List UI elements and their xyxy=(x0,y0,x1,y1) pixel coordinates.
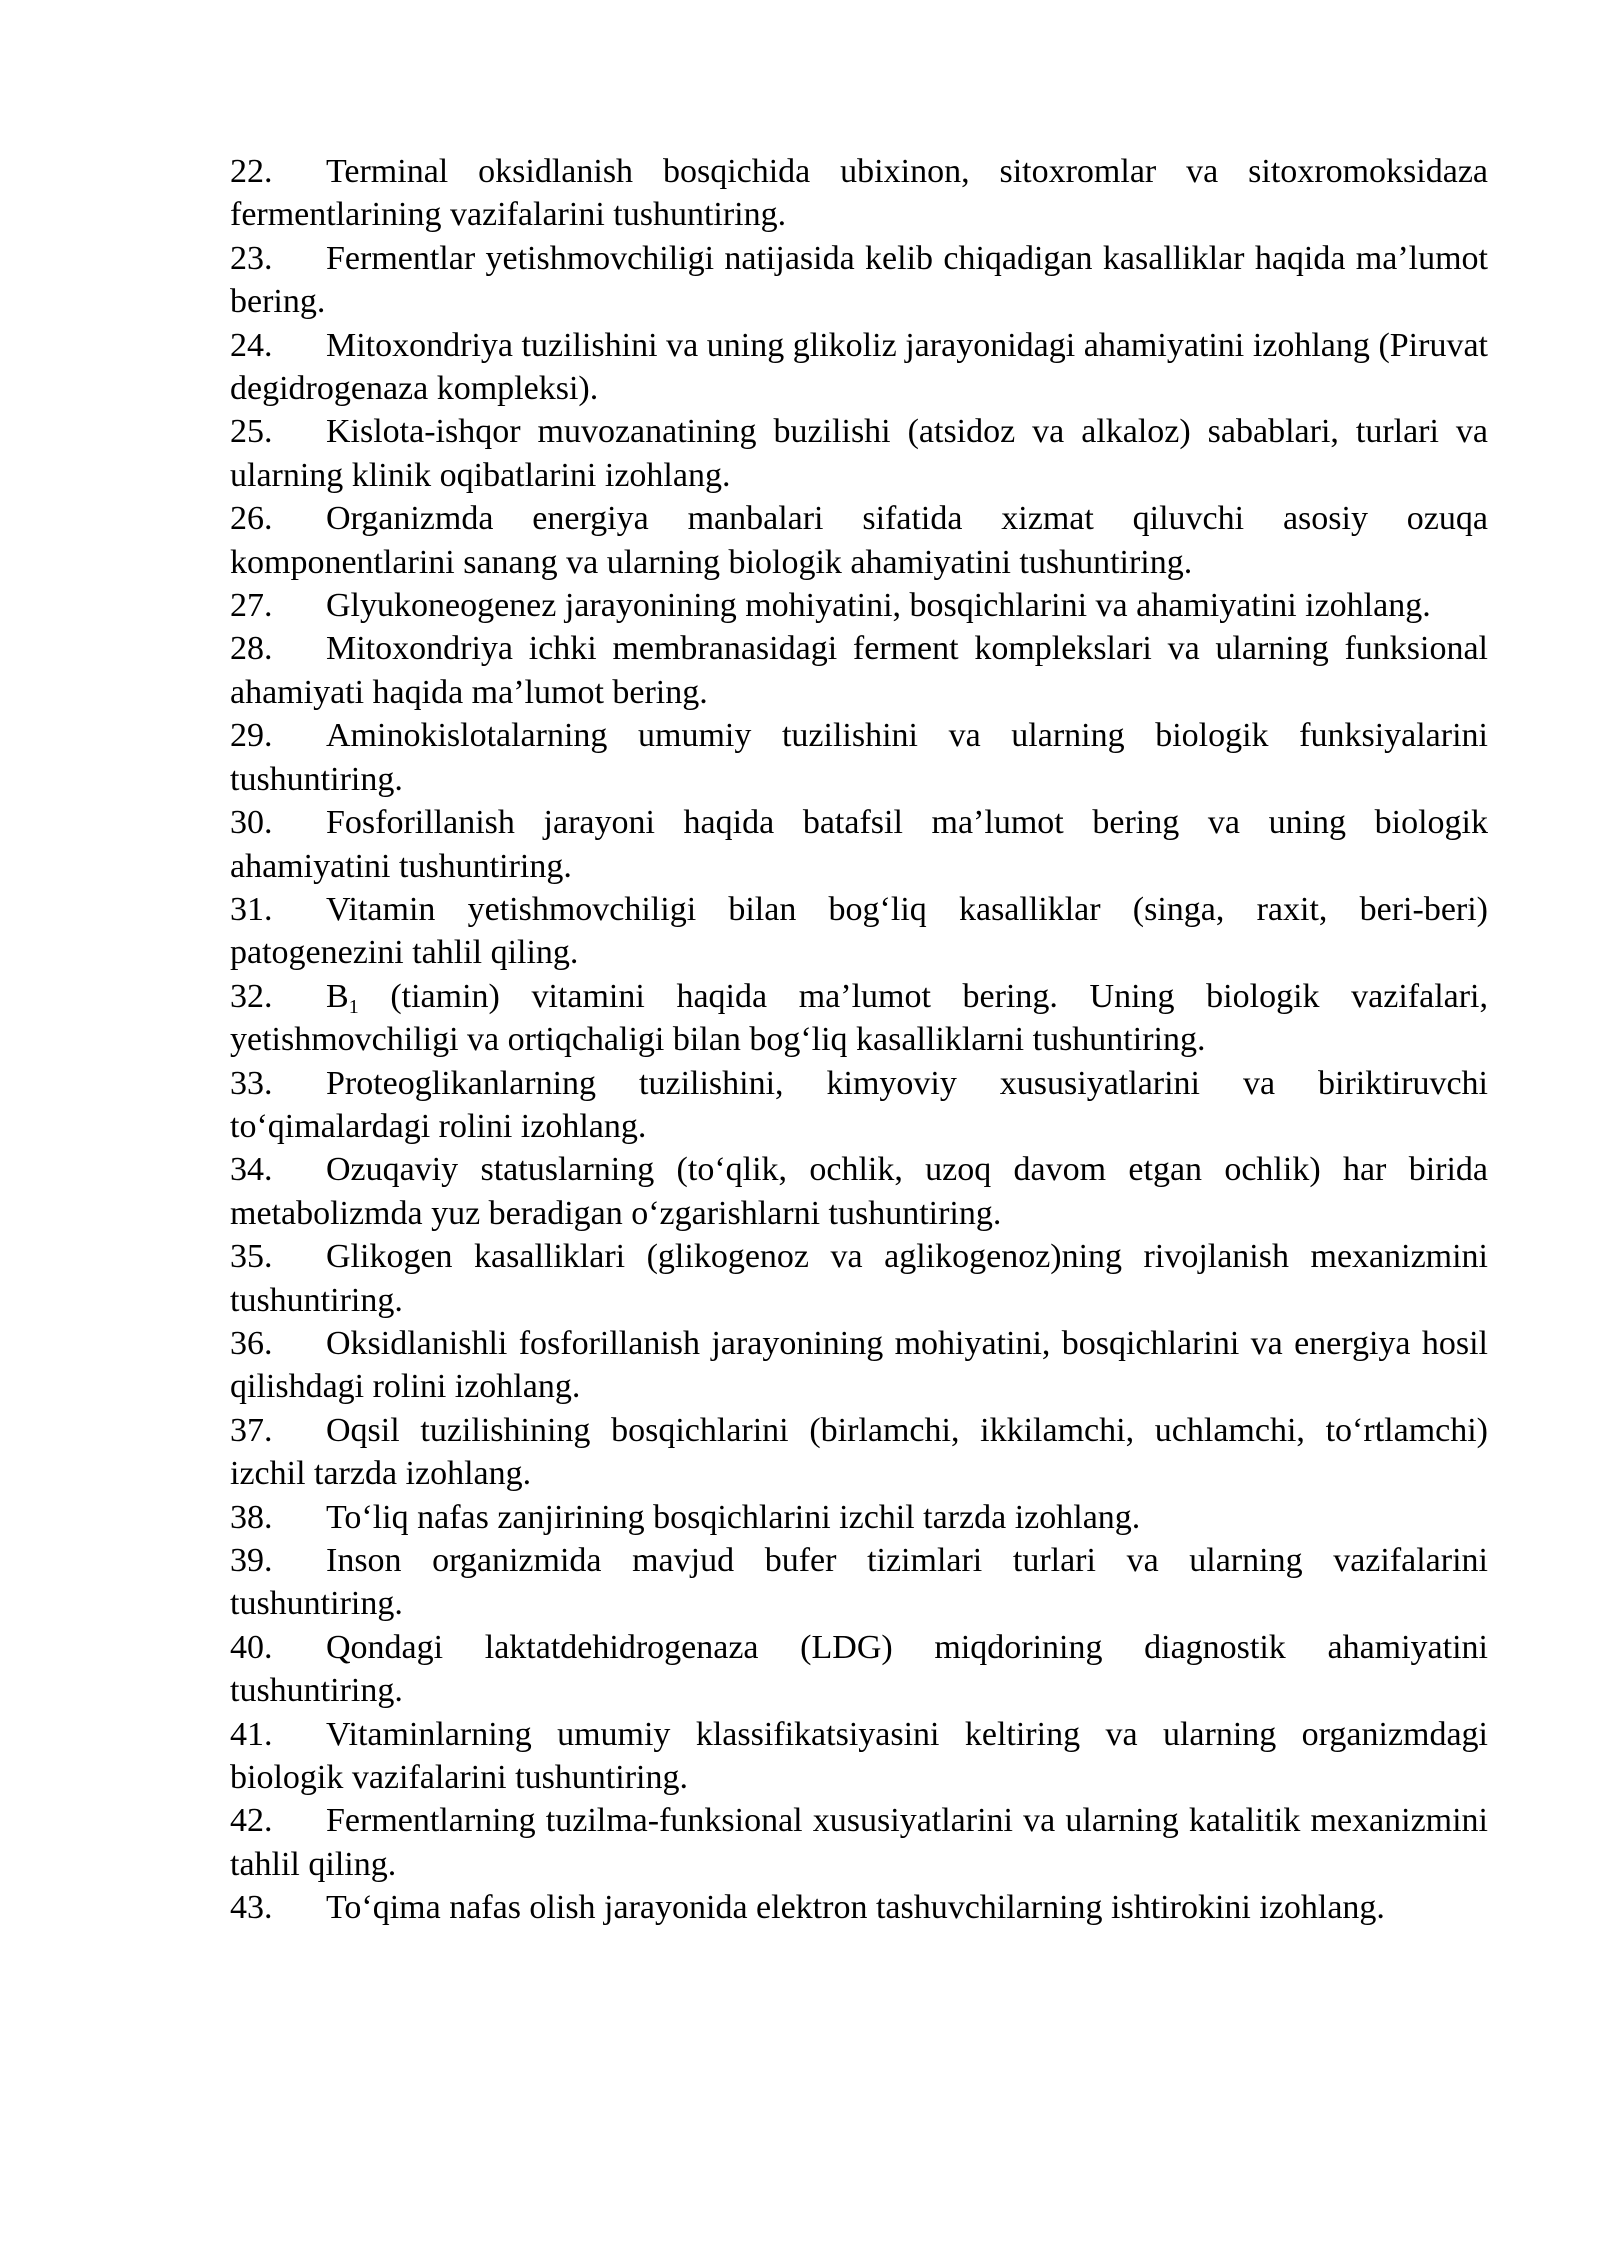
item-number: 35. xyxy=(230,1238,273,1276)
item-number: 31. xyxy=(230,890,273,928)
item-text: To‘qima nafas olish jarayonida elektron tashuvchilarning ishtirokini izohlang. xyxy=(326,1889,1385,1927)
item-text: Oqsil tuzilishining bosqichlarini (birlamchi, ikkilamchi, uchlamchi, to‘rtlamchi) izchil tarzda izohlang. xyxy=(230,1411,1488,1493)
item-text: Qondagi laktatdehidrogenaza (LDG) miqdorining diagnostik ahamiyatini tushuntiring. xyxy=(230,1628,1488,1710)
list-item xyxy=(230,1626,1488,1713)
item-text: Glyukoneogenez jarayonining mohiyatini, bosqichlarini va ahamiyatini izohlang. xyxy=(326,587,1431,625)
item-text: To‘liq nafas zanjirining bosqichlarini izchil tarzda izohlang. xyxy=(326,1498,1141,1536)
list-item xyxy=(230,324,1488,411)
item-text: Mitoxondriya tuzilishini va uning glikoliz jarayonidagi ahamiyatini izohlang (Piruvat degidrogenaza kompleksi). xyxy=(230,326,1488,408)
list-item xyxy=(230,1539,1488,1626)
list-item xyxy=(230,1713,1488,1800)
item-number: 37. xyxy=(230,1411,273,1449)
item-number: 26. xyxy=(230,500,273,538)
list-item xyxy=(230,150,1488,237)
list-item xyxy=(230,1322,1488,1409)
item-text: Fermentlarning tuzilma-funksional xususiyatlarini va ularning katalitik mexanizmini tahlil qiling. xyxy=(230,1802,1488,1883)
item-number: 42. xyxy=(230,1802,273,1840)
item-text: Proteoglikanlarning tuzilishini, kimyoviy xususiyatlarini va biriktiruvchi to‘qimalardagi rolini izohlang. xyxy=(230,1064,1488,1145)
item-subscript: 1 xyxy=(348,995,359,1018)
list-item xyxy=(230,1799,1488,1886)
item-number: 32. xyxy=(230,977,273,1015)
item-number: 24. xyxy=(230,326,273,364)
list-item xyxy=(230,1886,1488,1929)
item-text: Aminokislotalarning umumiy tuzilishini va ularning biologik funksiyalarini tushuntiring. xyxy=(230,717,1488,798)
item-number: 27. xyxy=(230,587,273,625)
item-number: 23. xyxy=(230,239,273,277)
item-text: Mitoxondriya ichki membranasidagi ferment komplekslari va ularning funksional ahamiyati haqida ma’lumot bering. xyxy=(230,630,1488,711)
list-item xyxy=(230,497,1488,584)
list-item xyxy=(230,1062,1488,1149)
item-number: 34. xyxy=(230,1151,273,1189)
item-text: Fosforillanish jarayoni haqida batafsil ma’lumot bering va uning biologik ahamiyatini tushuntiring. xyxy=(230,804,1488,885)
item-text-prefix: B xyxy=(326,977,349,1015)
list-item xyxy=(230,627,1488,714)
item-number: 41. xyxy=(230,1715,273,1753)
item-text: Glikogen kasalliklari (glikogenoz va aglikogenoz)ning rivojlanish mexanizmini tushuntiring. xyxy=(230,1238,1488,1319)
item-text: (tiamin) vitamini haqida ma’lumot bering. Uning biologik vazifalari, yetishmovchiligi va ortiqchaligi bilan bog‘liq kasalliklarni tushuntiring. xyxy=(230,977,1488,1059)
item-text: Kislota-ishqor muvozanatining buzilishi (atsidoz va alkaloz) sabablari, turlari va ularning klinik oqibatlarini izohlang. xyxy=(230,413,1488,494)
item-text: Fermentlar yetishmovchiligi natijasida kelib chiqadigan kasalliklar haqida ma’lumot bering. xyxy=(230,239,1488,321)
item-number: 43. xyxy=(230,1889,273,1927)
question-list xyxy=(230,150,1488,1930)
list-item xyxy=(230,410,1488,497)
list-item xyxy=(230,888,1488,975)
list-item xyxy=(230,1235,1488,1322)
item-text: Vitamin yetishmovchiligi bilan bog‘liq kasalliklar (singa, raxit, beri-beri) patogenezini tahlil qiling. xyxy=(230,890,1488,972)
item-text: Ozuqaviy statuslarning (to‘qlik, ochlik, uzoq davom etgan ochlik) har birida metabolizmda yuz beradigan o‘zgarishlarni tushuntiring. xyxy=(230,1151,1488,1232)
item-number: 25. xyxy=(230,413,273,451)
item-number: 39. xyxy=(230,1542,273,1579)
item-text: Oksidlanishli fosforillanish jarayonining mohiyatini, bosqichlarini va energiya hosil qilishdagi rolini izohlang. xyxy=(230,1324,1488,1406)
item-number: 38. xyxy=(230,1498,273,1536)
list-item xyxy=(230,584,1488,627)
item-number: 29. xyxy=(230,717,273,755)
item-number: 33. xyxy=(230,1064,273,1102)
item-number: 36. xyxy=(230,1324,273,1362)
list-item xyxy=(230,714,1488,801)
list-item xyxy=(230,975,1488,1062)
item-number: 28. xyxy=(230,630,273,668)
list-item xyxy=(230,237,1488,324)
item-number: 22. xyxy=(230,153,273,190)
list-item xyxy=(230,1148,1488,1235)
list-item xyxy=(230,1409,1488,1496)
item-text: Vitaminlarning umumiy klassifikatsiyasini keltiring va ularning organizmdagi biologik vazifalarini tushuntiring. xyxy=(230,1715,1488,1797)
list-item xyxy=(230,1496,1488,1539)
item-text: Inson organizmida mavjud bufer tizimlari turlari va ularning vazifalarini tushuntiring. xyxy=(230,1542,1488,1623)
item-text: Terminal oksidlanish bosqichida ubixinon, sitoxromlar va sitoxromoksidaza fermentlarining vazifalarini tushuntiring. xyxy=(230,153,1488,234)
list-item xyxy=(230,801,1488,888)
item-number: 40. xyxy=(230,1628,273,1666)
item-text: Organizmda energiya manbalari sifatida xizmat qiluvchi asosiy ozuqa komponentlarini sanang va ularning biologik ahamiyatini tushuntiring. xyxy=(230,500,1488,581)
item-number: 30. xyxy=(230,804,273,842)
